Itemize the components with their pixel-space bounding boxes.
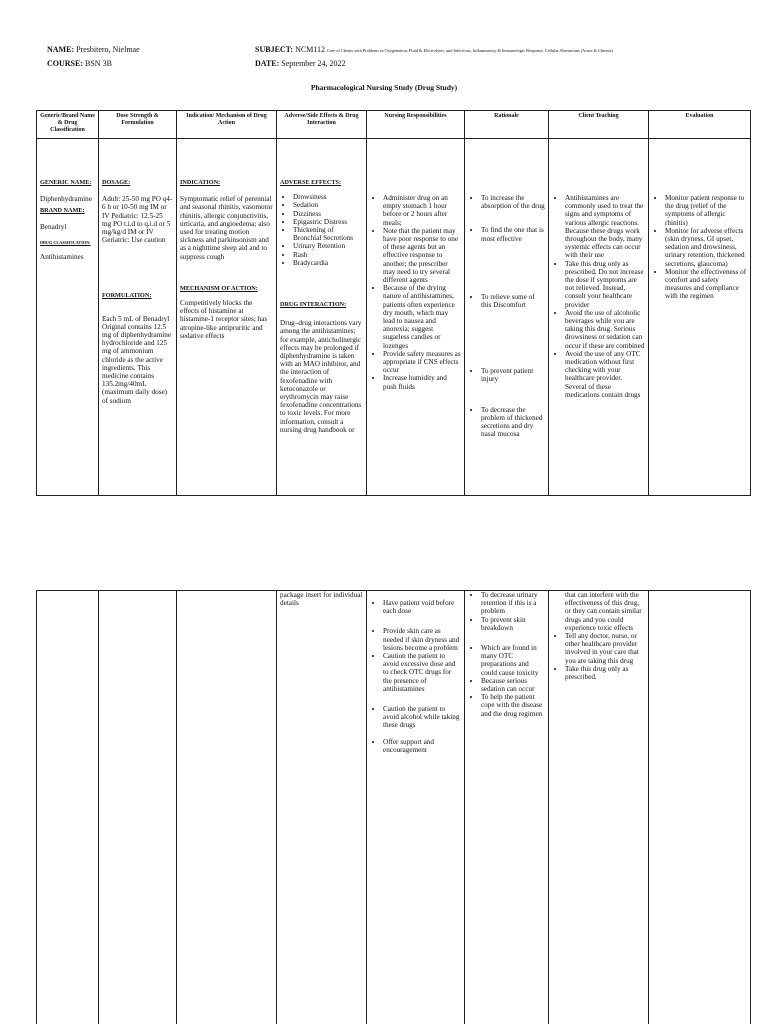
list-item: • Rash	[293, 251, 363, 259]
nursing-cell	[367, 139, 465, 496]
col-header-teaching: Client Teaching	[549, 111, 649, 139]
moa-text: Competitively blocks the effects of histamine at histamine-1 receptor sites; has atropine-like antipruritic and sedative effects	[180, 299, 268, 340]
list-item: • Drowsiness	[293, 193, 363, 201]
list-item: • Avoid the use of alcoholic beverages while you are taking this drug. Serious drowsiness or sedation can occur if these are combined	[565, 309, 645, 350]
col-header-dose: Dose Strength & Formulation	[99, 111, 177, 139]
drug-cell: GENERIC NAME: Diphenhydramine BRAND NAME: Benadryl DRUG CLASSIFICATION: Antihistamines	[37, 139, 99, 496]
list-item: • Increase humidity and push fluids	[383, 374, 461, 390]
list-item: • Thickening of Bronchial Secretions	[293, 226, 363, 242]
nursing-list	[370, 599, 461, 754]
page-title: Pharmacological Nursing Study (Drug Study)	[310, 83, 458, 92]
student-name: Presbitero, Nielmae	[76, 45, 140, 54]
list-item: • Administer drug on an empty stomach 1 hour before or 2 hours after meals;	[383, 194, 461, 227]
list-item: • To increase the absorption of the drug	[481, 194, 545, 210]
list-item: • To decrease urinary retention if this is a problem	[481, 591, 545, 616]
interaction-text: Drug–drug interactions vary among the antihistamines; for example, anticholinergic effects may be prolonged if diphenhydramine is taken with an MAO inhibitor, and the interaction of fexofenadine with ketoconazole or erythromycin may raise fexofenadine concentrations to toxic levels. For more information, consult a nursing drug handbook or	[280, 319, 362, 434]
teaching-cell	[549, 139, 649, 496]
col-header-rationale: Rationale	[465, 111, 549, 139]
teaching-text-cont: that can interfere with the effectiveness of this drug, or they can contain similar drugs and you could experience toxic effects	[565, 591, 642, 632]
list-item: • Urinary Retention	[293, 242, 363, 250]
col-header-indication: Indication/ Mechanism of Drug Action	[177, 111, 277, 139]
drug-classification: Antihistamines	[40, 252, 84, 261]
course-value: BSN 3B	[85, 59, 112, 68]
nursing-list	[370, 194, 461, 391]
list-item: • Monitor patient response to the drug (relief of the symptoms of allergic rhinitis)	[665, 194, 747, 227]
list-item: • To decrease the problem of thickened secretions and dry nasal mucosa	[481, 406, 545, 439]
drug-study-table-continued	[36, 590, 751, 1024]
evaluation-list	[652, 194, 747, 301]
table-header-row	[37, 111, 751, 139]
dosage-text: Adult: 25-50 mg PO q4-6 h or 10-50 mg IM or IV Pediatric: 12.5-25 mg PO t.i.d to q.i.d or 5 mg/kg/d IM or IV Geriatric: Use caution	[102, 195, 173, 245]
rationale-cell	[465, 139, 549, 496]
teaching-list	[552, 194, 645, 399]
list-item: • Monitor for adverse effects (skin dryness, GI upset, sedation and drowsiness, urinary retention, thickened secretions, glaucoma)	[665, 227, 747, 268]
nursing-cell-cont	[367, 591, 465, 1024]
rationale-list	[468, 194, 545, 438]
drug-cell-cont	[37, 591, 99, 1024]
list-item: • To prevent patient injury	[481, 367, 545, 383]
name-line: NAME: Presbitero, Nielmae	[47, 45, 140, 54]
indication-cell: INDICATION: Symptomatic relief of perennial and seasonal rhinitis, vasomotor rhinitis, allergic conjunctivitis, urticaria, and angioedema; also used for treating motion sickness and parkinsonism and as a nighttime sleep aid and to suppress cough MECHANISM OF ACTION: Competitively blocks the effects of histamine at histamine-1 receptor sites; has atropine-like antipruritic and sedative effects	[177, 139, 277, 496]
list-item: • Tell any doctor, nurse, or other healthcare provider involved in your care that you are taking this drug	[565, 632, 645, 665]
list-item: • To help the patient cope with the disease and the drug regimen	[481, 693, 545, 718]
course-line: COURSE: BSN 3B	[47, 59, 112, 68]
list-item: • To prevent skin breakdown	[481, 616, 545, 632]
dose-cell-cont	[99, 591, 177, 1024]
subject-code: NCM112	[295, 45, 326, 54]
subject-line: SUBJECT: NCM112 Care of Clients with Problems in Oxygenation, Fluid & Electrolytes, and Infectious, Inflammatory & Immunologic Response, Cellular Aberrations (Acute & Chronic)	[255, 45, 614, 54]
list-item: • Which are found in many OTC preparations and could cause toxicity	[481, 644, 545, 677]
list-item: • To find the one that is most effective	[481, 226, 545, 242]
dose-cell: DOSAGE: Adult: 25-50 mg PO q4-6 h or 10-50 mg IM or IV Pediatric: 12.5-25 mg PO t.i.d to q.i.d or 5 mg/kg/d IM or IV Geriatric: Use caution FORMULATION: Each 5 mL of Benadryl Original contains 12.5 mg of diphenhydramine hydrochloride and 125 mg of ammonium chloride as the active ingredients. This medicine contains 135.2mg/40mL (maximum daily dose) of sodium	[99, 139, 177, 496]
date-line: DATE: September 24, 2022	[255, 59, 346, 68]
indication-text: Symptomatic relief of perennial and seasonal rhinitis, vasomotor rhinitis, allergic conjunctivitis, urticaria, and angioedema; also used for treating motion sickness and parkinsonism and as a nighttime sleep aid and to suppress cough	[180, 195, 273, 261]
rationale-cell-cont	[465, 591, 549, 1024]
list-item: • Take this drug only as prescribed.	[565, 665, 645, 681]
drug-study-table	[36, 110, 751, 496]
list-item: • Because serious sedation can occur	[481, 677, 545, 693]
adverse-cell-cont	[277, 591, 367, 1024]
col-header-nursing: Nursing Responsibilities	[367, 111, 465, 139]
list-item: • Offer support and encouragement	[383, 738, 461, 754]
list-item: • Because of the drying nature of antihistamines, patients often experience dry mouth, which may lead to nausea and anorexia; suggest sugarless candies or lozenges	[383, 284, 461, 350]
list-item: • Monitor the effectiveness of comfort and safety measures and compliance with the regimen	[665, 268, 747, 301]
teaching-cell-cont	[549, 591, 649, 1024]
list-item: • Avoid the use of any OTC medication without first checking with your healthcare provider. Several of these medications contain drugs	[565, 350, 645, 399]
list-item: • Bradycardia	[293, 259, 363, 267]
list-item: • Note that the patient may have poor response to one of these agents but an effective response to another; the prescriber may need to try several different agents	[383, 227, 461, 284]
adverse-effects-list	[280, 193, 363, 267]
generic-name: Diphenhydramine	[40, 195, 92, 204]
subject-description: Care of Clients with Problems in Oxygenation, Fluid & Electrolytes, and Infectious, Inflammatory & Immunologic Response, Cellular Aberrations (Acute & Chronic)	[327, 48, 614, 53]
indication-cell-cont	[177, 591, 277, 1024]
list-item: • Provide safety measures as appropriate if CNS effects occur	[383, 350, 461, 375]
interaction-text-cont: package insert for individual details	[280, 591, 363, 608]
table-row	[37, 591, 751, 1024]
rationale-list	[468, 591, 545, 718]
list-item: • Antihistamines are commonly used to treat the signs and symptoms of various allergic reactions. Because these drugs work throughout the body, many systemic effects can occur with their use	[565, 194, 645, 260]
list-item: • To relieve some of this Discomfort	[481, 293, 545, 309]
list-item: • Caution the patient to avoid excessive dose and to check OTC drugs for the presence of antihistamines	[383, 652, 461, 693]
teaching-list	[552, 632, 645, 681]
list-item: • Sedation	[293, 201, 363, 209]
list-item: • Caution the patient to avoid alcohol while taking these drugs	[383, 705, 461, 730]
table-row	[37, 139, 751, 496]
col-header-evaluation: Evaluation	[649, 111, 751, 139]
list-item: • Provide skin care as needed if skin dryness and lesions become a problem	[383, 627, 461, 652]
col-header-drug: Generic/Brand Name & Drug Classification	[37, 111, 99, 139]
list-item: • Take this drug only as prescribed. Do not increase the dose if symptoms are not relieved. Instead, consult your healthcare provider	[565, 260, 645, 309]
evaluation-cell-cont	[649, 591, 751, 1024]
list-item: • Dizziness	[293, 210, 363, 218]
brand-name: Benadryl	[40, 222, 67, 231]
adverse-cell: ADVERSE EFFECTS: • Drowsiness • Sedation • Dizziness • Epigastric Distress • Thickening of Bronchial Secretions • Urinary Retention • Rash • Bradycardia DRUG INTERACTION: Drug–drug interactions vary among the antihistamines; for example, anticholinergic effects may be prolonged if diphenhydramine is taken with an MAO inhibitor, and the interaction of fexofenadine with ketoconazole or erythromycin may raise fexofenadine concentrations to toxic levels. For more information, consult a nursing drug handbook or	[277, 139, 367, 496]
list-item: • Epigastric Distress	[293, 218, 363, 226]
col-header-adverse: Adverse/Side Effects & Drug Interaction	[277, 111, 367, 139]
date-value: September 24, 2022	[281, 59, 346, 68]
list-item: • Have patient void before each dose	[383, 599, 461, 615]
evaluation-cell	[649, 139, 751, 496]
formulation-text: Each 5 mL of Benadryl Original contains 12.5 mg of diphenhydramine hydrochloride and 125 mg of ammonium chloride as the active ingredients. This medicine contains 135.2mg/40mL (maximum daily dose) of sodium	[102, 314, 172, 405]
